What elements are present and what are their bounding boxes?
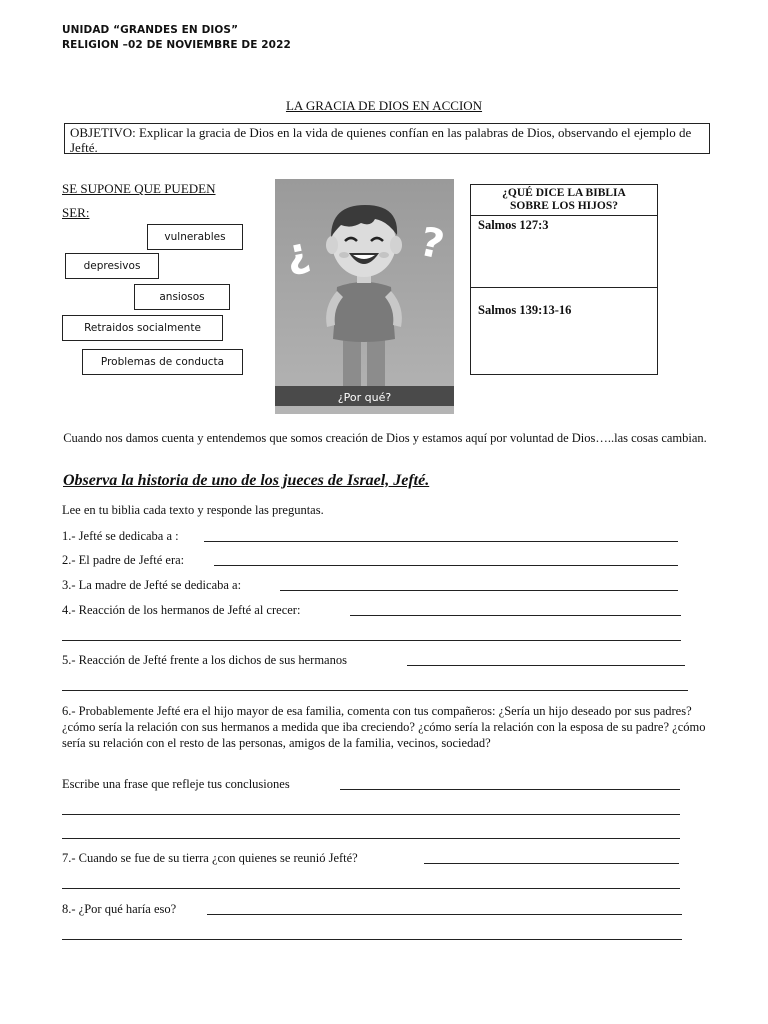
answer-line-5a[interactable] xyxy=(407,665,685,666)
unit-title: UNIDAD “GRANDES EN DIOS” xyxy=(62,24,239,36)
word-box-conducta xyxy=(82,349,243,375)
question-5: 5.- Reacción de Jefté frente a los dichos de sus hermanos xyxy=(62,653,347,667)
inverted-question-mark: ¿ xyxy=(281,228,314,279)
word-box-label: vulnerables xyxy=(164,231,226,243)
answer-line-2[interactable] xyxy=(214,565,678,566)
objective-box xyxy=(64,123,710,154)
word-box-label: ansiosos xyxy=(159,291,205,303)
bible-table xyxy=(470,184,658,375)
bible-header-line1: ¿QUÉ DICE LA BIBLIA xyxy=(502,187,626,199)
answer-line-8a[interactable] xyxy=(207,914,682,915)
word-box-depresivos xyxy=(65,253,159,279)
bible-table-header xyxy=(471,185,657,216)
answer-line-4b[interactable] xyxy=(62,640,681,641)
question-mark: ? xyxy=(415,218,449,269)
date-line: RELIGION –02 DE NOVIEMBRE DE 2022 xyxy=(62,39,291,51)
instruction-text: Lee en tu biblia cada texto y responde las preguntas. xyxy=(62,503,324,517)
bible-header-line2: SOBRE LOS HIJOS? xyxy=(509,200,618,212)
answer-line-4a[interactable] xyxy=(350,615,681,616)
word-box-label: depresivos xyxy=(83,260,141,272)
bible-ref-salmos-139: Salmos 139:13-16 xyxy=(478,303,572,317)
question-2: 2.- El padre de Jefté era: xyxy=(62,553,185,567)
word-box-ansiosos xyxy=(134,284,230,310)
bible-table-divider xyxy=(471,287,657,288)
answer-line-5b[interactable] xyxy=(62,690,688,691)
objective-text: OBJETIVO: Explicar la gracia de Dios en la vida de quienes confían en las palabras de Dios, observando el ejemplo de Jefté. xyxy=(70,125,692,155)
answer-line-1[interactable] xyxy=(204,541,678,542)
word-box-vulnerables xyxy=(147,224,243,250)
answer-line-7a[interactable] xyxy=(424,863,679,864)
suppose-label-line1: SE SUPONE QUE PUEDEN xyxy=(62,181,216,196)
question-3: 3.- La madre de Jefté se dedicaba a: xyxy=(62,578,242,592)
word-box-label: Retraidos socialmente xyxy=(84,322,201,334)
question-6: 6.- Probablemente Jefté era el hijo mayor de esa familia, comenta con tus compañeros: ¿Sería un hijo deseado por sus padres? ¿cómo sería la relación con sus hermanos a medida que iba creciendo? ¿cómo sería la relación con la esposa de su padre? ¿cómo sería su relación con el resto de las personas, amigos de la familia, vecinos, sociedad? xyxy=(62,704,706,750)
answer-line-3[interactable] xyxy=(280,590,678,591)
word-box-retraidos xyxy=(62,315,223,341)
answer-line-conclusion-a[interactable] xyxy=(340,789,680,790)
answer-line-8b[interactable] xyxy=(62,939,682,940)
answer-line-7b[interactable] xyxy=(62,888,680,889)
confused-boy-illustration xyxy=(275,179,454,414)
illustration-caption: ¿Por qué? xyxy=(337,391,392,404)
conclusion-prompt: Escribe una frase que refleje tus conclusiones xyxy=(62,777,290,791)
question-7: 7.- Cuando se fue de su tierra ¿con quienes se reunió Jefté? xyxy=(62,851,358,865)
reflection-text: Cuando nos damos cuenta y entendemos que somos creación de Dios y estamos aquí por voluntad de Dios…..las cosas cambian. xyxy=(63,431,707,445)
question-8: 8.- ¿Por qué haría eso? xyxy=(62,902,177,916)
answer-line-conclusion-b[interactable] xyxy=(62,814,680,815)
story-title: Observa la historia de uno de los jueces de Israel, Jefté. xyxy=(63,472,430,489)
bible-ref-salmos-127: Salmos 127:3 xyxy=(478,218,549,232)
suppose-label-line2: SER: xyxy=(62,205,90,220)
word-box-label: Problemas de conducta xyxy=(100,356,225,368)
answer-line-conclusion-c[interactable] xyxy=(62,838,680,839)
page-title: LA GRACIA DE DIOS EN ACCION xyxy=(285,98,483,113)
confused-boy-icon xyxy=(275,179,454,414)
question-1: 1.- Jefté se dedicaba a : xyxy=(62,529,179,543)
question-4: 4.- Reacción de los hermanos de Jefté al crecer: xyxy=(62,603,301,617)
